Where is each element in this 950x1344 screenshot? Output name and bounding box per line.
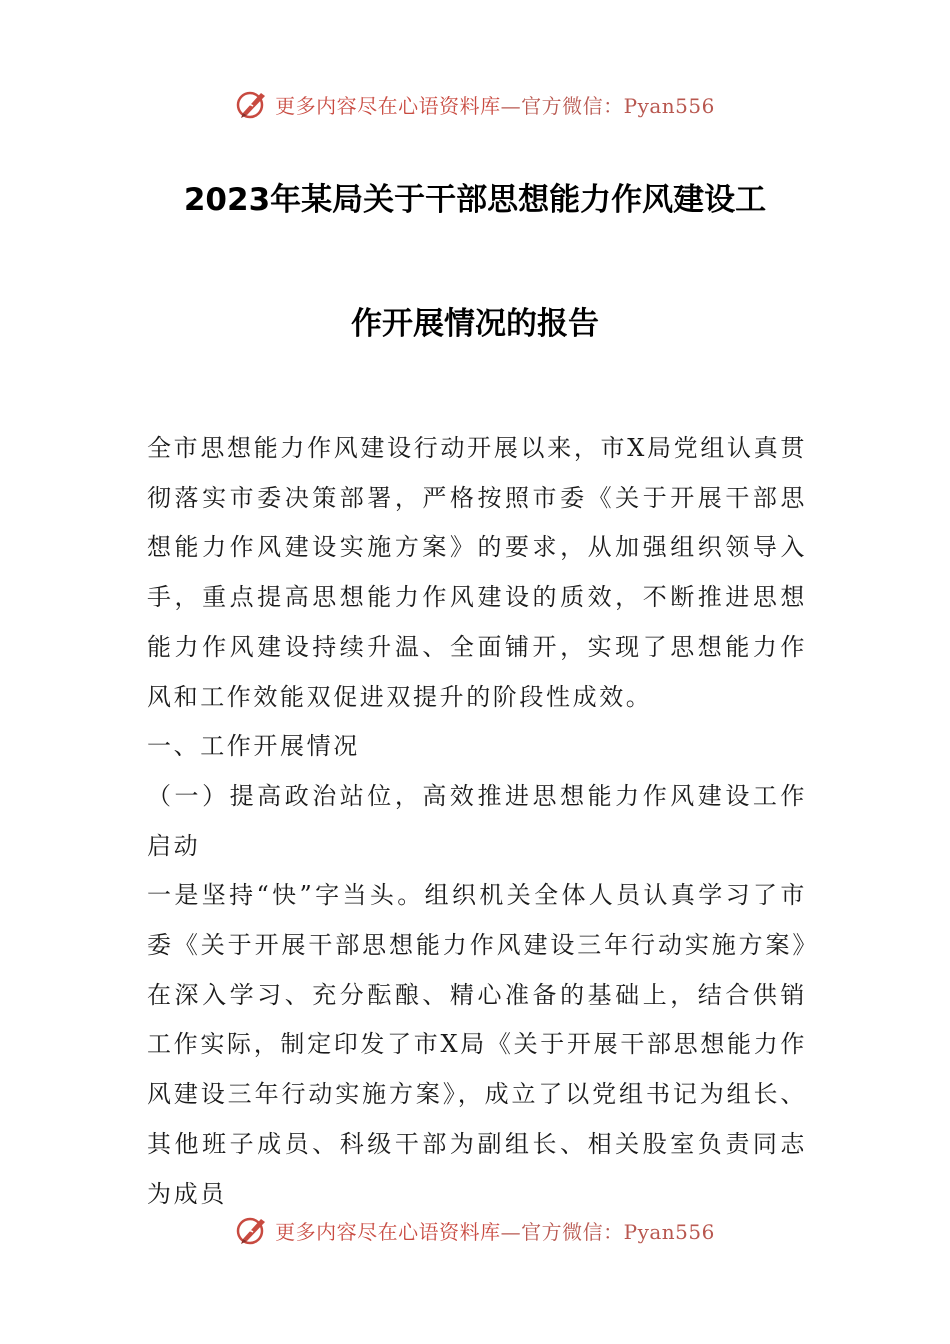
section-heading: 一、工作开展情况 [147, 732, 360, 761]
pen-logo-icon [235, 87, 269, 121]
paragraph-intro: 全市思想能力作风建设行动开展以来，市X局党组认真贯彻落实市委决策部署，严格按照市委《关于开展干部思想能力作风建设实施方案》的要求，从加强组织领导入手，重点提高思想能力作风建设的质效，不断推进思想能力作风建设持续升温、全面铺开，实现了思想能力作风和工作效能双促进双提升的阶段性成效。 [147, 434, 807, 711]
document-title-line-2: 作开展情况的报告 [351, 306, 599, 342]
watermark-header [0, 84, 950, 124]
watermark-footer [0, 1210, 950, 1250]
watermark-text [275, 1216, 715, 1245]
watermark-main-text: 更多内容尽在心语资料库 [275, 93, 501, 118]
watermark-wechat-text: —官方微信：Pyan556 [500, 1219, 715, 1244]
pen-logo-icon [235, 1213, 269, 1247]
watermark-main-text: 更多内容尽在心语资料库 [275, 1219, 501, 1244]
document-body [147, 424, 807, 1219]
watermark-text [275, 90, 715, 119]
paragraph-point-one: 一是坚持“快”字当头。组织机关全体人员认真学习了市委《关于开展干部思想能力作风建设三年行动实施方案》在深入学习、充分酝酿、精心准备的基础上，结合供销工作实际，制定印发了市X局《关于开展干部思想能力作风建设三年行动实施方案》，成立了以党组书记为组长、其他班子成员、科级干部为副组长、相关股室负责同志为成员 [147, 881, 807, 1208]
watermark-wechat-text: —官方微信：Pyan556 [500, 93, 715, 118]
document-title-line-1: 2023年某局关于干部思想能力作风建设工 [183, 182, 767, 218]
subsection-heading: （一）提高政治站位，高效推进思想能力作风建设工作启动 [147, 781, 807, 860]
